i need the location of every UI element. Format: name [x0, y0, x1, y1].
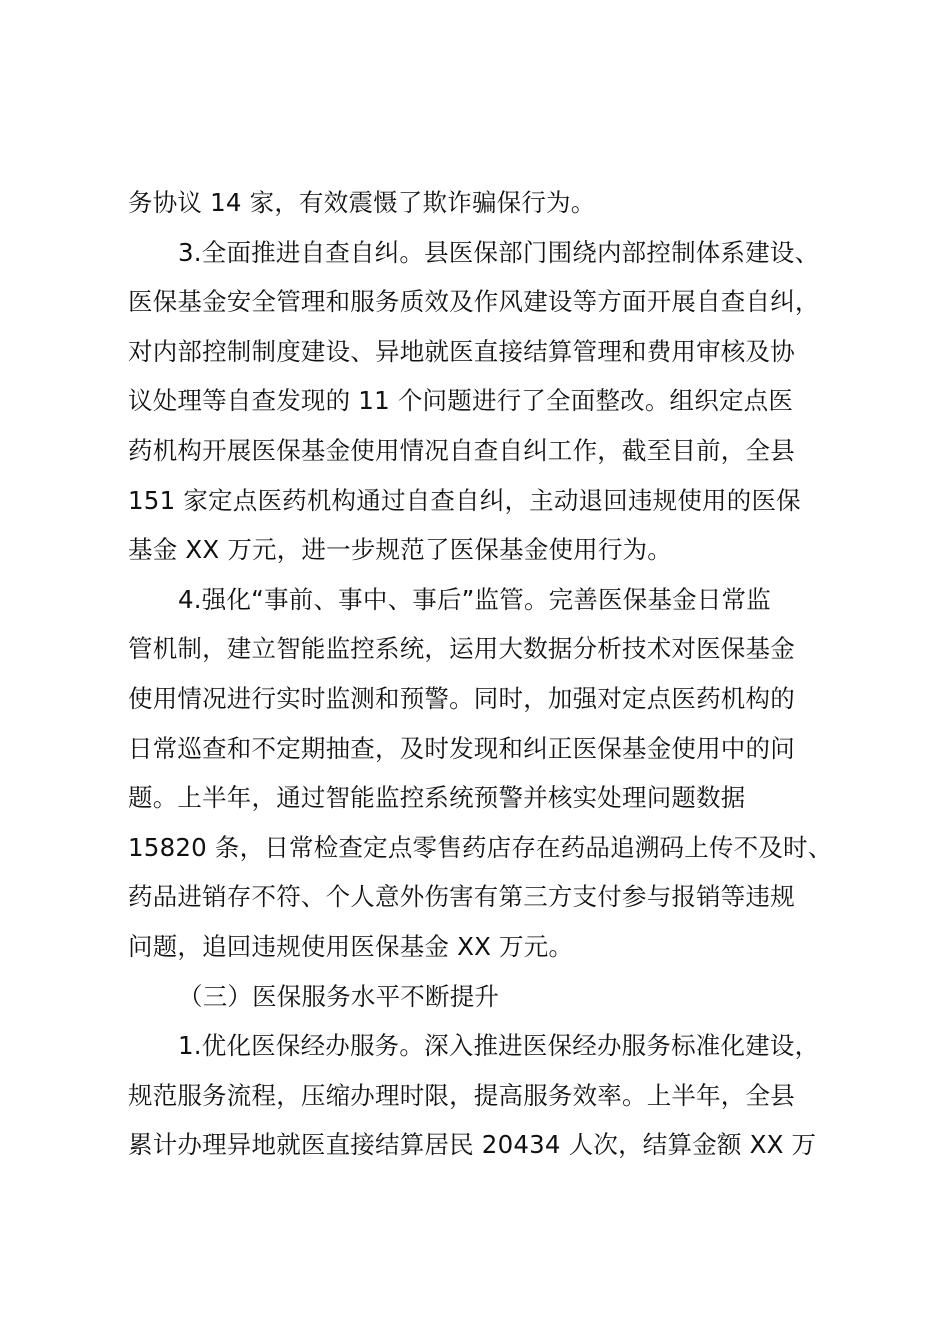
text-line: 日常巡查和不定期抽查，及时发现和纠正医保基金使用中的问 — [128, 733, 795, 763]
text-line: 使用情况进行实时监测和预警。同时，加强对定点医药机构的 — [128, 683, 795, 713]
text-line: 问题，追回违规使用医保基金 XX 万元。 — [128, 931, 574, 961]
text-line: 累计办理异地就医直接结算居民 20434 人次，结算金额 XX 万 — [128, 1130, 817, 1160]
text-line: 3.全面推进自查自纠。县医保部门围绕内部控制体系建设、 — [178, 237, 820, 267]
text-line: 务协议 14 家，有效震慑了欺诈骗保行为。 — [128, 188, 596, 217]
section-heading: （三）医保服务水平不断提升 — [178, 981, 500, 1011]
text-line: 管机制，建立智能监控系统，运用大数据分析技术对医保基金 — [128, 634, 795, 664]
text-line: 药品进销存不符、个人意外伤害有第三方支付参与报销等违规 — [128, 882, 795, 912]
text-line: 医保基金安全管理和服务质效及作风建设等方面开展自查自纠， — [128, 287, 820, 317]
text-line: 15820 条，日常检查定点零售药店存在药品追溯码上传不及时、 — [128, 832, 833, 862]
text-line: 4.强化“事前、事中、事后”监管。完善医保基金日常监 — [178, 584, 771, 614]
text-line: 1.优化医保经办服务。深入推进医保经办服务标准化建设， — [178, 1031, 820, 1061]
text-line: 151 家定点医药机构通过自查自纠，主动退回违规使用的医保 — [128, 485, 801, 515]
text-line: 对内部控制制度建设、异地就医直接结算管理和费用审核及协 — [128, 336, 795, 366]
text-line: 基金 XX 万元，进一步规范了医保基金使用行为。 — [128, 535, 672, 565]
text-line: 题。上半年，通过智能监控系统预警并核实处理问题数据 — [128, 783, 746, 813]
body-text — [128, 178, 858, 1170]
text-line: 规范服务流程，压缩办理时限，提高服务效率。上半年，全县 — [128, 1080, 795, 1110]
text-line: 议处理等自查发现的 11 个问题进行了全面整改。组织定点医 — [128, 386, 794, 416]
text-line: 药机构开展医保基金使用情况自查自纠工作，截至目前，全县 — [128, 435, 795, 465]
